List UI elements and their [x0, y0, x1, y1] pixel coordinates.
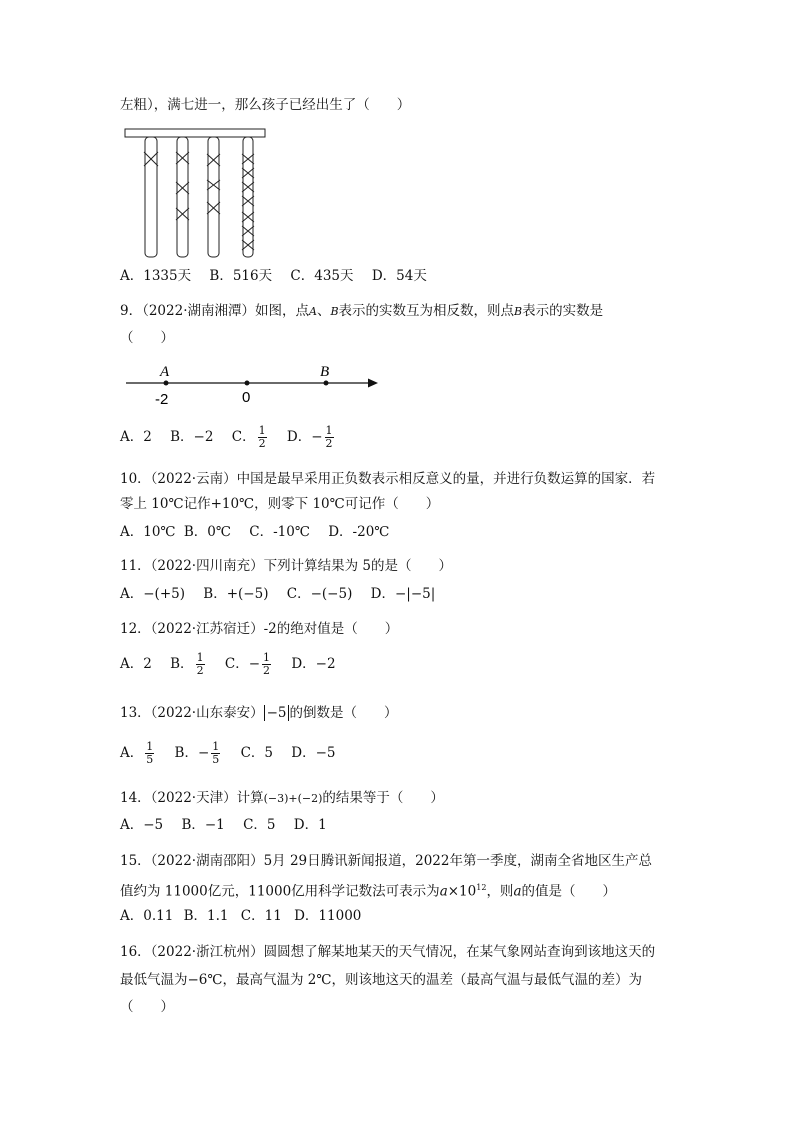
fraction-numerator: 1	[263, 651, 271, 664]
q12-option-b[interactable]	[170, 651, 206, 677]
q15-stem-text-3: 的值是（ ）	[521, 883, 616, 900]
q13-option-b-label: B．−	[174, 745, 210, 761]
cord-2	[176, 137, 189, 257]
q15-option-d[interactable]: D．11000	[294, 908, 362, 924]
q10-option-a[interactable]: A．10℃	[120, 524, 176, 540]
q9-option-c[interactable]	[232, 424, 269, 450]
origin-dot	[245, 381, 250, 386]
cord-bar	[125, 129, 265, 137]
q14-expression: (−3)+(−2)	[263, 792, 323, 805]
fraction-denominator: 2	[263, 664, 271, 677]
number-line-figure	[120, 358, 390, 410]
q9-option-c-label: C．	[231, 429, 256, 445]
number-line-tick-a: -2	[155, 391, 169, 408]
q11-option-b[interactable]: B．+(−5)	[203, 586, 269, 602]
number-line-arrow	[368, 379, 378, 388]
q9-point-b: B	[330, 305, 339, 318]
q11-option-d[interactable]: D．−|−5|	[370, 586, 436, 602]
q11-option-c[interactable]: C．−(−5)	[286, 586, 353, 602]
fraction-denominator: 2	[258, 437, 266, 450]
knot-cord-figure	[120, 124, 280, 264]
q13-option-a-label: A．	[120, 745, 144, 761]
q10-stem-line1: 10．（2022·云南）中国是最早采用正负数表示相反意义的量，并进行负数运算的国家．若	[120, 471, 656, 487]
cord-1	[144, 137, 158, 257]
q9-stem-line2: （ ）	[120, 330, 174, 346]
q13-option-d[interactable]: D．−5	[291, 745, 336, 761]
point-b-dot	[324, 381, 329, 386]
q15-expr-base: ×10	[447, 883, 477, 900]
q9-stem-text-3: 表示的实数是	[522, 303, 604, 319]
q13-stem-text-2: 的倒数是（ ）	[289, 705, 398, 721]
q11-options	[120, 585, 449, 603]
q11-option-a[interactable]: A．−(+5)	[120, 586, 185, 602]
cord-3	[207, 137, 220, 257]
q9-point-b-2: B	[514, 305, 523, 318]
q13-options	[120, 740, 350, 766]
q9-point-a: A	[309, 305, 317, 318]
q13-option-c[interactable]: C．5	[240, 745, 273, 761]
q15-options	[120, 907, 375, 925]
q12-stem: 12．（2022·江苏宿迁）-2的绝对值是（ ）	[120, 621, 399, 637]
q15-option-b[interactable]: B．1.1	[183, 908, 229, 924]
q9-stem	[120, 302, 603, 321]
q10-option-c[interactable]: C．-10℃	[249, 524, 310, 540]
q10-stem-line2: 零上 10℃记作+10℃，则零下 10℃可记作（ ）	[120, 496, 440, 512]
q15-stem-text-1: 值约为 11000亿元，11000亿用科学记数法可表示为	[120, 883, 440, 900]
q8-option-b[interactable]: B．516天	[209, 268, 273, 284]
q13-abs-expression: −5	[264, 705, 290, 721]
q9-option-d-fraction	[325, 425, 334, 450]
q9-option-d-label: D．−	[286, 429, 323, 445]
q13-stem	[120, 704, 397, 722]
number-line-label-a: A	[160, 364, 170, 380]
q15-stem-line2	[120, 879, 616, 901]
q10-options	[120, 523, 403, 541]
q10-option-b[interactable]: B．0℃	[183, 524, 231, 540]
q8-options	[120, 267, 441, 285]
q14-option-b[interactable]: B．−1	[181, 817, 225, 833]
q15-option-a[interactable]: A．0.11	[120, 908, 174, 924]
q16-stem-line1: 16．（2022·浙江杭州）圆圆想了解某地某天的天气情况，在某气象网站查询到该地这天的	[120, 944, 656, 960]
q15-stem-text-2: ，则	[486, 883, 514, 900]
q12-options	[120, 651, 350, 677]
q13-option-b-fraction	[211, 741, 220, 766]
q9-stem-text-1: 9．（2022·湖南湘潭）如图，点	[120, 303, 309, 319]
q11-stem: 11．（2022·四川南充）下列计算结果为 5的是（ ）	[120, 558, 452, 574]
q15-var-a: a	[439, 883, 448, 900]
q15-expr-exponent: 12	[476, 883, 487, 892]
point-a-dot	[164, 381, 169, 386]
q16-stem-line3: （ ）	[120, 999, 174, 1015]
q15-var-a-2: a	[513, 883, 522, 900]
number-line-label-b: B	[320, 364, 330, 380]
q9-option-a[interactable]: A．2	[120, 429, 152, 445]
q8-stem: 左粗），满七进一，那么孩子已经出生了（ ）	[120, 97, 411, 113]
q15-option-c[interactable]: C．11	[240, 908, 282, 924]
q9-option-b[interactable]: B．−2	[170, 429, 214, 445]
q12-option-b-fraction	[196, 652, 205, 677]
q14-stem	[120, 789, 444, 808]
q12-option-c[interactable]	[225, 651, 273, 677]
q16-stem-line2: 最低气温为−6℃，最高气温为 2℃，则该地这天的温差（最高气温与最低气温的差）为	[120, 972, 642, 988]
q9-stem-text-2: 表示的实数互为相反数，则点	[338, 303, 515, 319]
q15-stem-line1: 15．（2022·湖南邵阳）5月 29日腾讯新闻报道，2022年第一季度，湖南全省地区生产总	[120, 853, 652, 869]
q9-option-c-fraction	[258, 425, 267, 450]
q9-option-d[interactable]	[287, 424, 336, 450]
q12-option-a[interactable]: A．2	[120, 656, 152, 672]
q12-option-c-label: C．−	[224, 656, 261, 672]
q13-option-b[interactable]	[175, 740, 223, 766]
q8-option-c[interactable]: C．435天	[290, 268, 354, 284]
q8-option-a[interactable]: A．1335天	[120, 268, 192, 284]
q10-option-d[interactable]: D．-20℃	[328, 524, 390, 540]
fraction-denominator: 5	[146, 753, 154, 766]
fraction-numerator: 1	[212, 740, 220, 753]
q14-option-d[interactable]: D．1	[293, 817, 327, 833]
q12-option-b-label: B．	[170, 656, 194, 672]
q13-option-a-fraction	[145, 741, 154, 766]
q14-stem-text-2: 的结果等于（ ）	[322, 790, 444, 806]
fraction-denominator: 5	[212, 753, 220, 766]
number-line-tick-zero: 0	[242, 389, 251, 406]
q12-option-c-fraction	[262, 652, 271, 677]
fraction-denominator: 2	[325, 437, 333, 450]
q12-option-d[interactable]: D．−2	[291, 656, 336, 672]
fraction-numerator: 1	[258, 424, 266, 437]
q14-option-a[interactable]: A．−5	[120, 817, 164, 833]
fraction-numerator: 1	[325, 424, 333, 437]
q14-stem-text-1: 14．（2022·天津）计算	[120, 790, 264, 806]
q9-sep: 、	[316, 303, 331, 319]
q13-stem-text-1: 13．（2022·山东泰安）	[120, 705, 264, 721]
q8-option-d[interactable]: D．54天	[371, 268, 427, 284]
fraction-numerator: 1	[146, 740, 154, 753]
q14-option-c[interactable]: C．5	[243, 817, 276, 833]
fraction-numerator: 1	[196, 651, 204, 664]
q13-option-a[interactable]	[120, 740, 156, 766]
cord-4	[242, 137, 254, 257]
fraction-denominator: 2	[196, 664, 204, 677]
q14-options	[120, 816, 341, 834]
q9-options	[120, 424, 350, 450]
